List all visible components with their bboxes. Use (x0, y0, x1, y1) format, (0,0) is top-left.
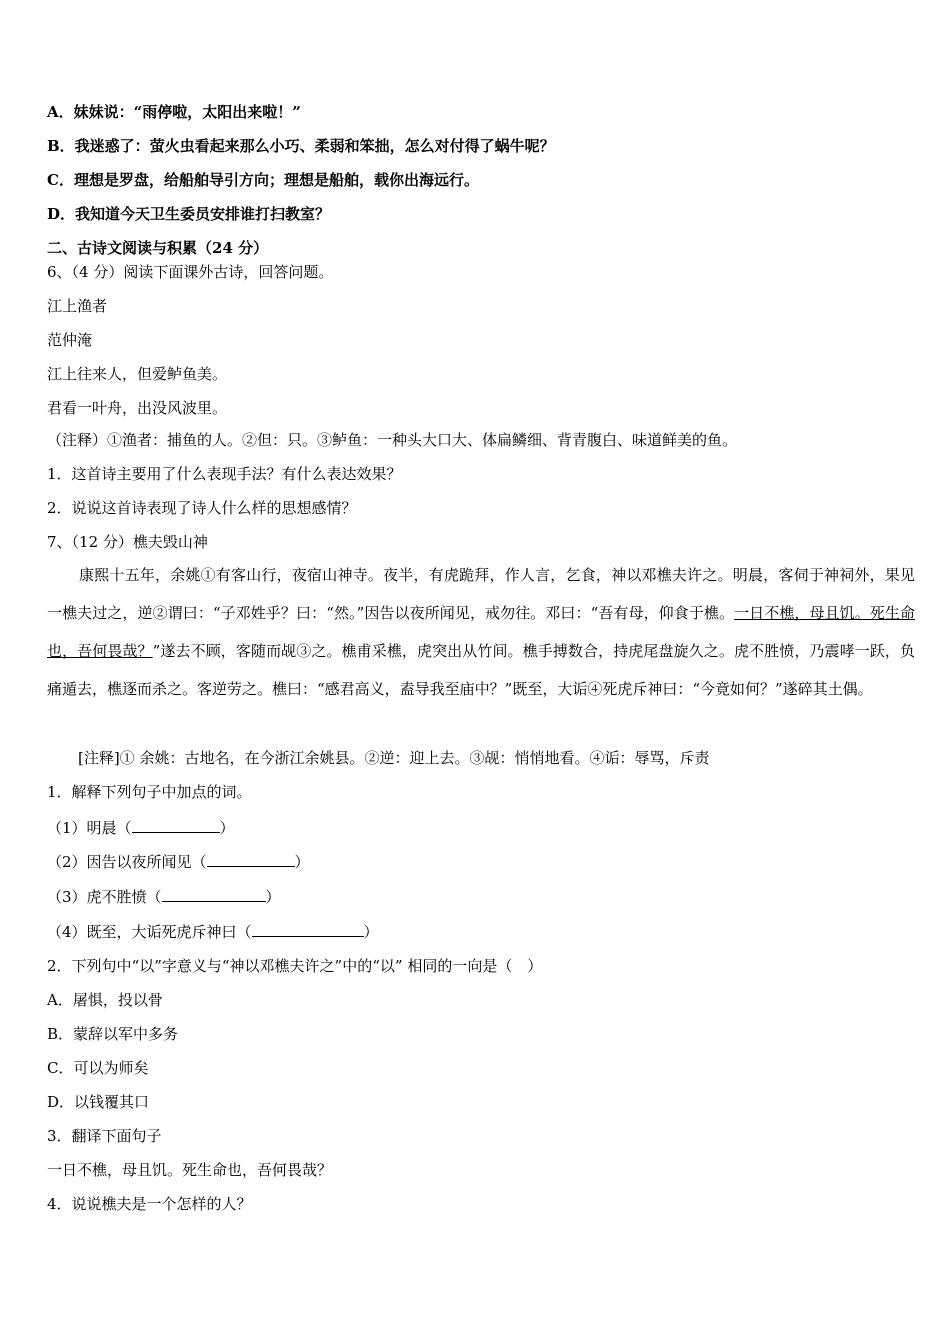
fill-item-3 (47, 885, 917, 907)
option-d: D．我知道今天卫生委员安排谁打扫教室？ (47, 205, 331, 223)
fill-item-2 (47, 850, 917, 872)
q7-sub2-option-d: D．以钱覆其口 (47, 1093, 150, 1111)
fill-item-1-label: （1）明晨（ (47, 819, 132, 837)
section-heading: 二、古诗文阅读与积累（24 分） (47, 239, 269, 257)
q7-intro: 7、（12 分）樵夫毁山神 (47, 533, 208, 551)
q7-sub1: 1．解释下列句子中加点的词。 (47, 783, 252, 801)
q7-sub2-option-c: C．可以为师矣 (47, 1059, 149, 1077)
q6-sub2: 2．说说这首诗表现了诗人什么样的思想感情？ (47, 499, 357, 517)
fill-item-4 (47, 920, 917, 942)
answer-blank-2[interactable] (207, 850, 295, 867)
answer-blank-1[interactable] (132, 816, 220, 833)
passage-underlined-sentence: 一日不樵，母且饥。死生命也，吾何畏哉？ (47, 604, 915, 660)
q6-intro: 6、（4 分）阅读下面课外古诗，回答问题。 (47, 263, 334, 281)
q7-sub4: 4．说说樵夫是一个怎样的人？ (47, 1195, 252, 1213)
option-b: B．我迷惑了：萤火虫看起来那么小巧、柔弱和笨拙，怎么对付得了蜗牛呢？ (47, 137, 555, 155)
q6-note: （注释）①渔者：捕鱼的人。②但：只。③鲈鱼：一种头大口大、体扁鳞细、背青腹白、味道鲜美的鱼。 (47, 431, 738, 449)
fill-item-1 (47, 816, 917, 838)
fill-item-3-close: ） (265, 888, 281, 906)
q7-note: [注释]① 余姚：古地名，在今浙江余姚县。②逆：迎上去。③觇：悄悄地看。④诟：辱骂，斥责 (78, 749, 710, 767)
q7-sub3: 3．翻译下面句子 (47, 1127, 162, 1145)
q7-sub2-option-b: B．蒙辞以军中多务 (47, 1025, 179, 1043)
passage-text-2: ”遂去不顾，客随而觇③之。樵甫采樵，虎突出从竹间。樵手搏数合，持虎尾盘旋久之。虎不胜愤，乃震哮一跃，负痛遁去，樵逐而杀之。客逆劳之。樵曰：“感君高义，盍导我至庙中？”既至，大诟④死虎斥神曰：“今竟如何？”遂碎其土偶。 (47, 642, 915, 698)
fill-item-4-close: ） (363, 923, 379, 941)
fill-item-4-label: （4）既至，大诟死虎斥神曰（ (47, 923, 252, 941)
q7-passage (47, 556, 915, 708)
option-a: A．妹妹说：“雨停啦，太阳出来啦！” (47, 103, 301, 121)
q7-sub2: 2．下列句中“以”字意义与“神以邓樵夫许之”中的“以” 相同的一向是（ ） (47, 957, 543, 975)
fill-item-2-label: （2）因告以夜所闻见（ (47, 853, 207, 871)
fill-item-2-close: ） (294, 853, 310, 871)
q6-sub1: 1．这首诗主要用了什么表现手法？有什么表达效果？ (47, 465, 402, 483)
q7-sub3-sentence: 一日不樵，母且饥。死生命也，吾何畏哉？ (47, 1161, 333, 1179)
poem-line-2: 君看一叶舟，出没风波里。 (47, 399, 228, 417)
q7-sub2-option-a: A．屠惧，投以骨 (47, 991, 163, 1009)
answer-blank-4[interactable] (252, 920, 364, 937)
answer-blank-3[interactable] (162, 885, 266, 902)
passage-text-1: 康熙十五年，余姚①有客山行，夜宿山神寺。夜半，有虎跪拜，作人言，乞食，神以邓樵夫许之。明晨，客伺于神祠外，果见一樵夫过之，逆②谓曰：“子邓姓乎？曰：“然。”因告以夜所闻见，戒勿往。邓曰：“吾有母，仰食于樵。 (47, 566, 915, 622)
poem-line-1: 江上往来人，但爱鲈鱼美。 (47, 365, 228, 383)
fill-item-3-label: （3）虎不胜愤（ (47, 888, 162, 906)
poem-author: 范仲淹 (47, 331, 93, 349)
option-c: C．理想是罗盘，给船舶导引方向；理想是船舶，载你出海远行。 (47, 171, 479, 189)
poem-title: 江上渔者 (47, 297, 108, 315)
fill-item-1-close: ） (219, 819, 235, 837)
